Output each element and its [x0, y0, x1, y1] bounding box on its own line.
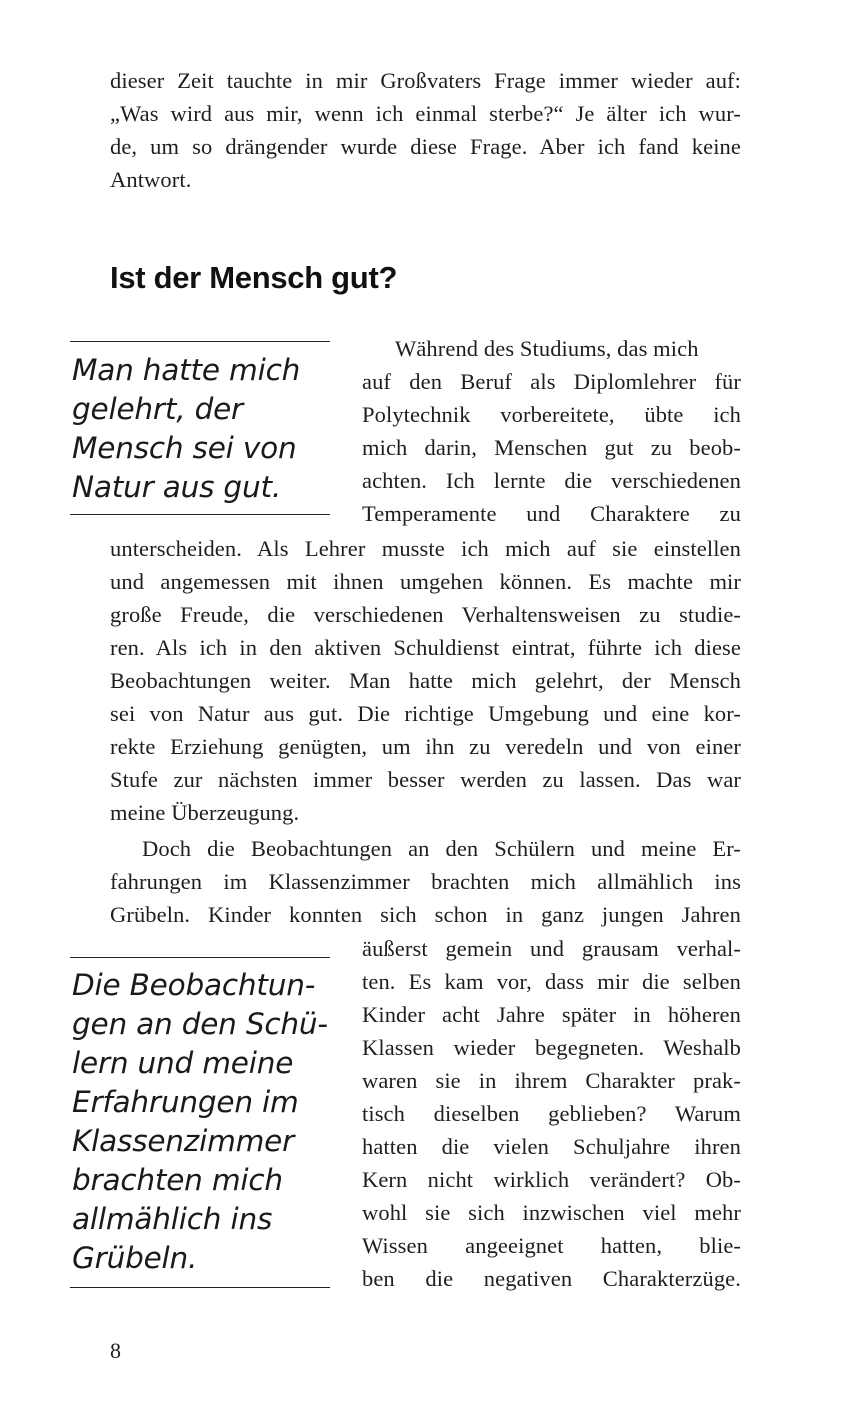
pull-quote-line: allmählich ins	[72, 1202, 273, 1236]
text-line: wohl sie sich inzwischen viel mehr	[362, 1200, 741, 1225]
text-line: Kern nicht wirklich verändert? Ob-	[362, 1167, 741, 1192]
text-line: Beobachtungen weiter. Man hatte mich gelehrt, der Mensch	[110, 668, 741, 693]
text-line: Temperamente und Charaktere zu	[362, 501, 741, 526]
text-line: Klassen wieder begegneten. Weshalb	[362, 1035, 741, 1060]
pull-quote-line: lern und meine	[72, 1046, 294, 1080]
text-line: achten. Ich lernte die verschiedenen	[362, 468, 741, 493]
text-line: „Was wird aus mir, wenn ich einmal sterbe?“ Je älter ich wur-	[110, 101, 741, 126]
text-line: und angemessen mit ihnen umgehen können. Es machte mir	[110, 569, 741, 594]
text-line: fahrungen im Klassenzimmer brachten mich allmählich ins	[110, 869, 741, 894]
text-line: ten. Es kam vor, dass mir die selben	[362, 969, 741, 994]
pull-quote-line: Mensch sei von	[72, 431, 297, 465]
text-line: Antwort.	[110, 167, 192, 192]
text-line: ben die negativen Charakterzüge.	[362, 1266, 741, 1291]
text-line: hatten die vielen Schuljahre ihren	[362, 1134, 741, 1159]
text-line: Grübeln. Kinder konnten sich schon in ganz jungen Jahren	[110, 902, 741, 927]
text-line: Während des Studiums, das mich	[395, 336, 699, 361]
text-line: sei von Natur aus gut. Die richtige Umgebung und eine kor-	[110, 701, 741, 726]
text-line: Polytechnik vorbereitete, übte ich	[362, 402, 741, 427]
text-line: Kinder acht Jahre später in höheren	[362, 1002, 741, 1027]
pull-quote-line: Klassenzimmer	[72, 1124, 295, 1158]
text-line: auf den Beruf als Diplomlehrer für	[362, 369, 741, 394]
pull-quote	[70, 957, 330, 1288]
text-line: Stufe zur nächsten immer besser werden zu lassen. Das war	[110, 767, 741, 792]
text-line: rekte Erziehung genügten, um ihn zu veredeln und von einer	[110, 734, 741, 759]
pull-quote-line: Man hatte mich	[72, 353, 301, 387]
text-line: unterscheiden. Als Lehrer musste ich mich auf sie einstellen	[110, 536, 741, 561]
pull-quote-line: brachten mich	[72, 1163, 283, 1197]
pull-quote-line: gelehrt, der	[72, 392, 243, 426]
text-line: de, um so drängender wurde diese Frage. Aber ich fand keine	[110, 134, 741, 159]
pull-quote-line: Erfahrungen im	[72, 1085, 299, 1119]
pull-quote-line: gen an den Schü-	[72, 1007, 328, 1041]
text-line: tisch dieselben geblieben? Warum	[362, 1101, 741, 1126]
text-line: ren. Als ich in den aktiven Schuldienst eintrat, führte ich diese	[110, 635, 741, 660]
text-line: Doch die Beobachtungen an den Schülern und meine Er-	[142, 836, 741, 861]
pull-quote-line: Natur aus gut.	[72, 470, 282, 504]
text-line: dieser Zeit tauchte in mir Großvaters Frage immer wieder auf:	[110, 68, 741, 93]
pull-quote-line: Grübeln.	[72, 1241, 198, 1275]
page-number: 8	[110, 1338, 121, 1363]
text-line: mich darin, Menschen gut zu beob-	[362, 435, 741, 460]
text-line: große Freude, die verschiedenen Verhaltensweisen zu studie-	[110, 602, 741, 627]
text-line: äußerst gemein und grausam verhal-	[362, 936, 741, 961]
pull-quote-line: Die Beobachtun-	[72, 968, 316, 1002]
pull-quote	[70, 341, 330, 515]
text-line: Wissen angeeignet hatten, blie-	[362, 1233, 741, 1258]
text-line: waren sie in ihrem Charakter prak-	[362, 1068, 741, 1093]
text-line: meine Überzeugung.	[110, 800, 300, 825]
section-heading: Ist der Mensch gut?	[110, 260, 398, 295]
